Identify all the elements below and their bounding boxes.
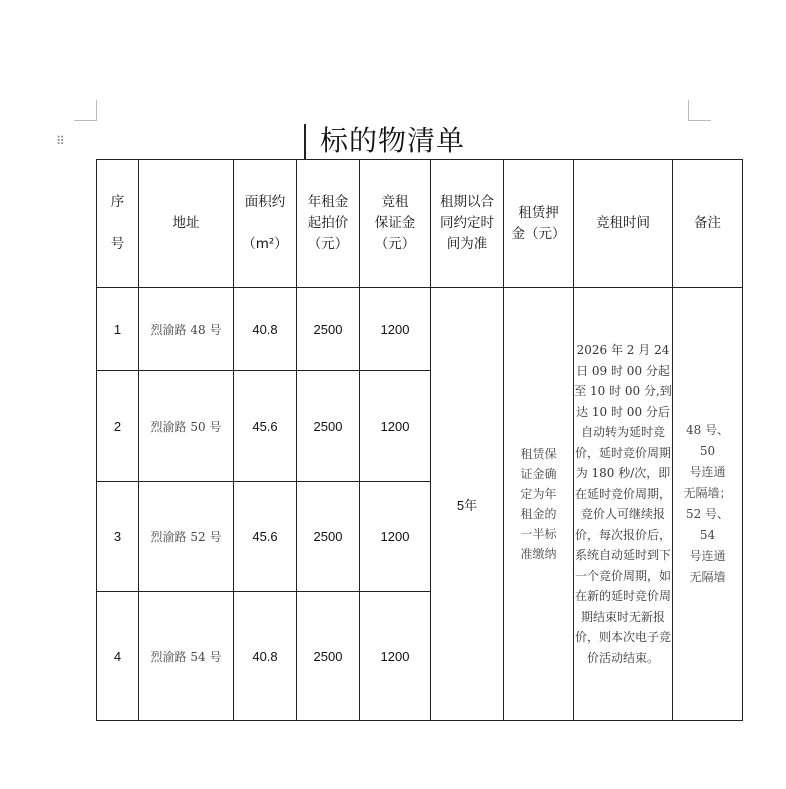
cell-guarantee: 1200 — [360, 288, 431, 371]
header-term: 租期以合 同约定时 间为准 — [431, 160, 504, 288]
cell-seq: 2 — [97, 371, 139, 482]
cell-address: 烈渝路 48 号 — [139, 288, 234, 371]
header-remark: 备注 — [673, 160, 743, 288]
item-list-table — [96, 159, 743, 721]
cell-deposit: 租赁保 证金确 定为年 租金的 一半标 准缴纳 — [504, 288, 574, 721]
cell-guarantee: 1200 — [360, 482, 431, 592]
cell-guarantee: 1200 — [360, 371, 431, 482]
page-title[interactable]: 标的物清单 — [320, 124, 466, 157]
header-bid-time: 竞租时间 — [574, 160, 673, 288]
cell-address: 烈渝路 54 号 — [139, 592, 234, 721]
cell-guarantee: 1200 — [360, 592, 431, 721]
cell-area: 40.8 — [234, 592, 297, 721]
text-cursor — [304, 124, 306, 160]
cell-seq: 1 — [97, 288, 139, 371]
cell-seq: 4 — [97, 592, 139, 721]
header-deposit: 租赁押 金（元） — [504, 160, 574, 288]
cell-rent: 2500 — [297, 288, 360, 371]
table-move-handle-icon[interactable]: ⠿ — [56, 134, 65, 148]
cell-address: 烈渝路 50 号 — [139, 371, 234, 482]
page-corner-mark-top-left — [74, 100, 97, 121]
table-row — [97, 288, 743, 371]
header-rent: 年租金 起拍价 （元） — [297, 160, 360, 288]
header-guarantee: 竞租 保证金 （元） — [360, 160, 431, 288]
cell-term: 5年 — [431, 288, 504, 721]
cell-rent: 2500 — [297, 592, 360, 721]
cell-bid-time: 2026 年 2 月 24 日 09 时 00 分起至 10 时 00 分,到达 10 时 00 分后自动转为延时竞价，延时竞价周期为 180 秒/次，即在延时竞价周期，竞价人可继续报价，每次报价后，系统自动延时到下一个竞价周期，如在新的延时竞价周期结束时无新报价，则本次电子竞价活动结束。 — [574, 288, 673, 721]
cell-remark: 48 号、50 号连通 无隔墙； 52 号、54 号连通 无隔墙 — [673, 288, 743, 721]
cell-address: 烈渝路 52 号 — [139, 482, 234, 592]
header-address: 地址 — [139, 160, 234, 288]
header-area: 面积约 （m²） — [234, 160, 297, 288]
cell-rent: 2500 — [297, 371, 360, 482]
cell-area: 45.6 — [234, 371, 297, 482]
cell-rent: 2500 — [297, 482, 360, 592]
cell-seq: 3 — [97, 482, 139, 592]
page-corner-mark-top-right — [688, 100, 711, 121]
cell-area: 40.8 — [234, 288, 297, 371]
cell-area: 45.6 — [234, 482, 297, 592]
header-seq: 序 号 — [97, 160, 139, 288]
